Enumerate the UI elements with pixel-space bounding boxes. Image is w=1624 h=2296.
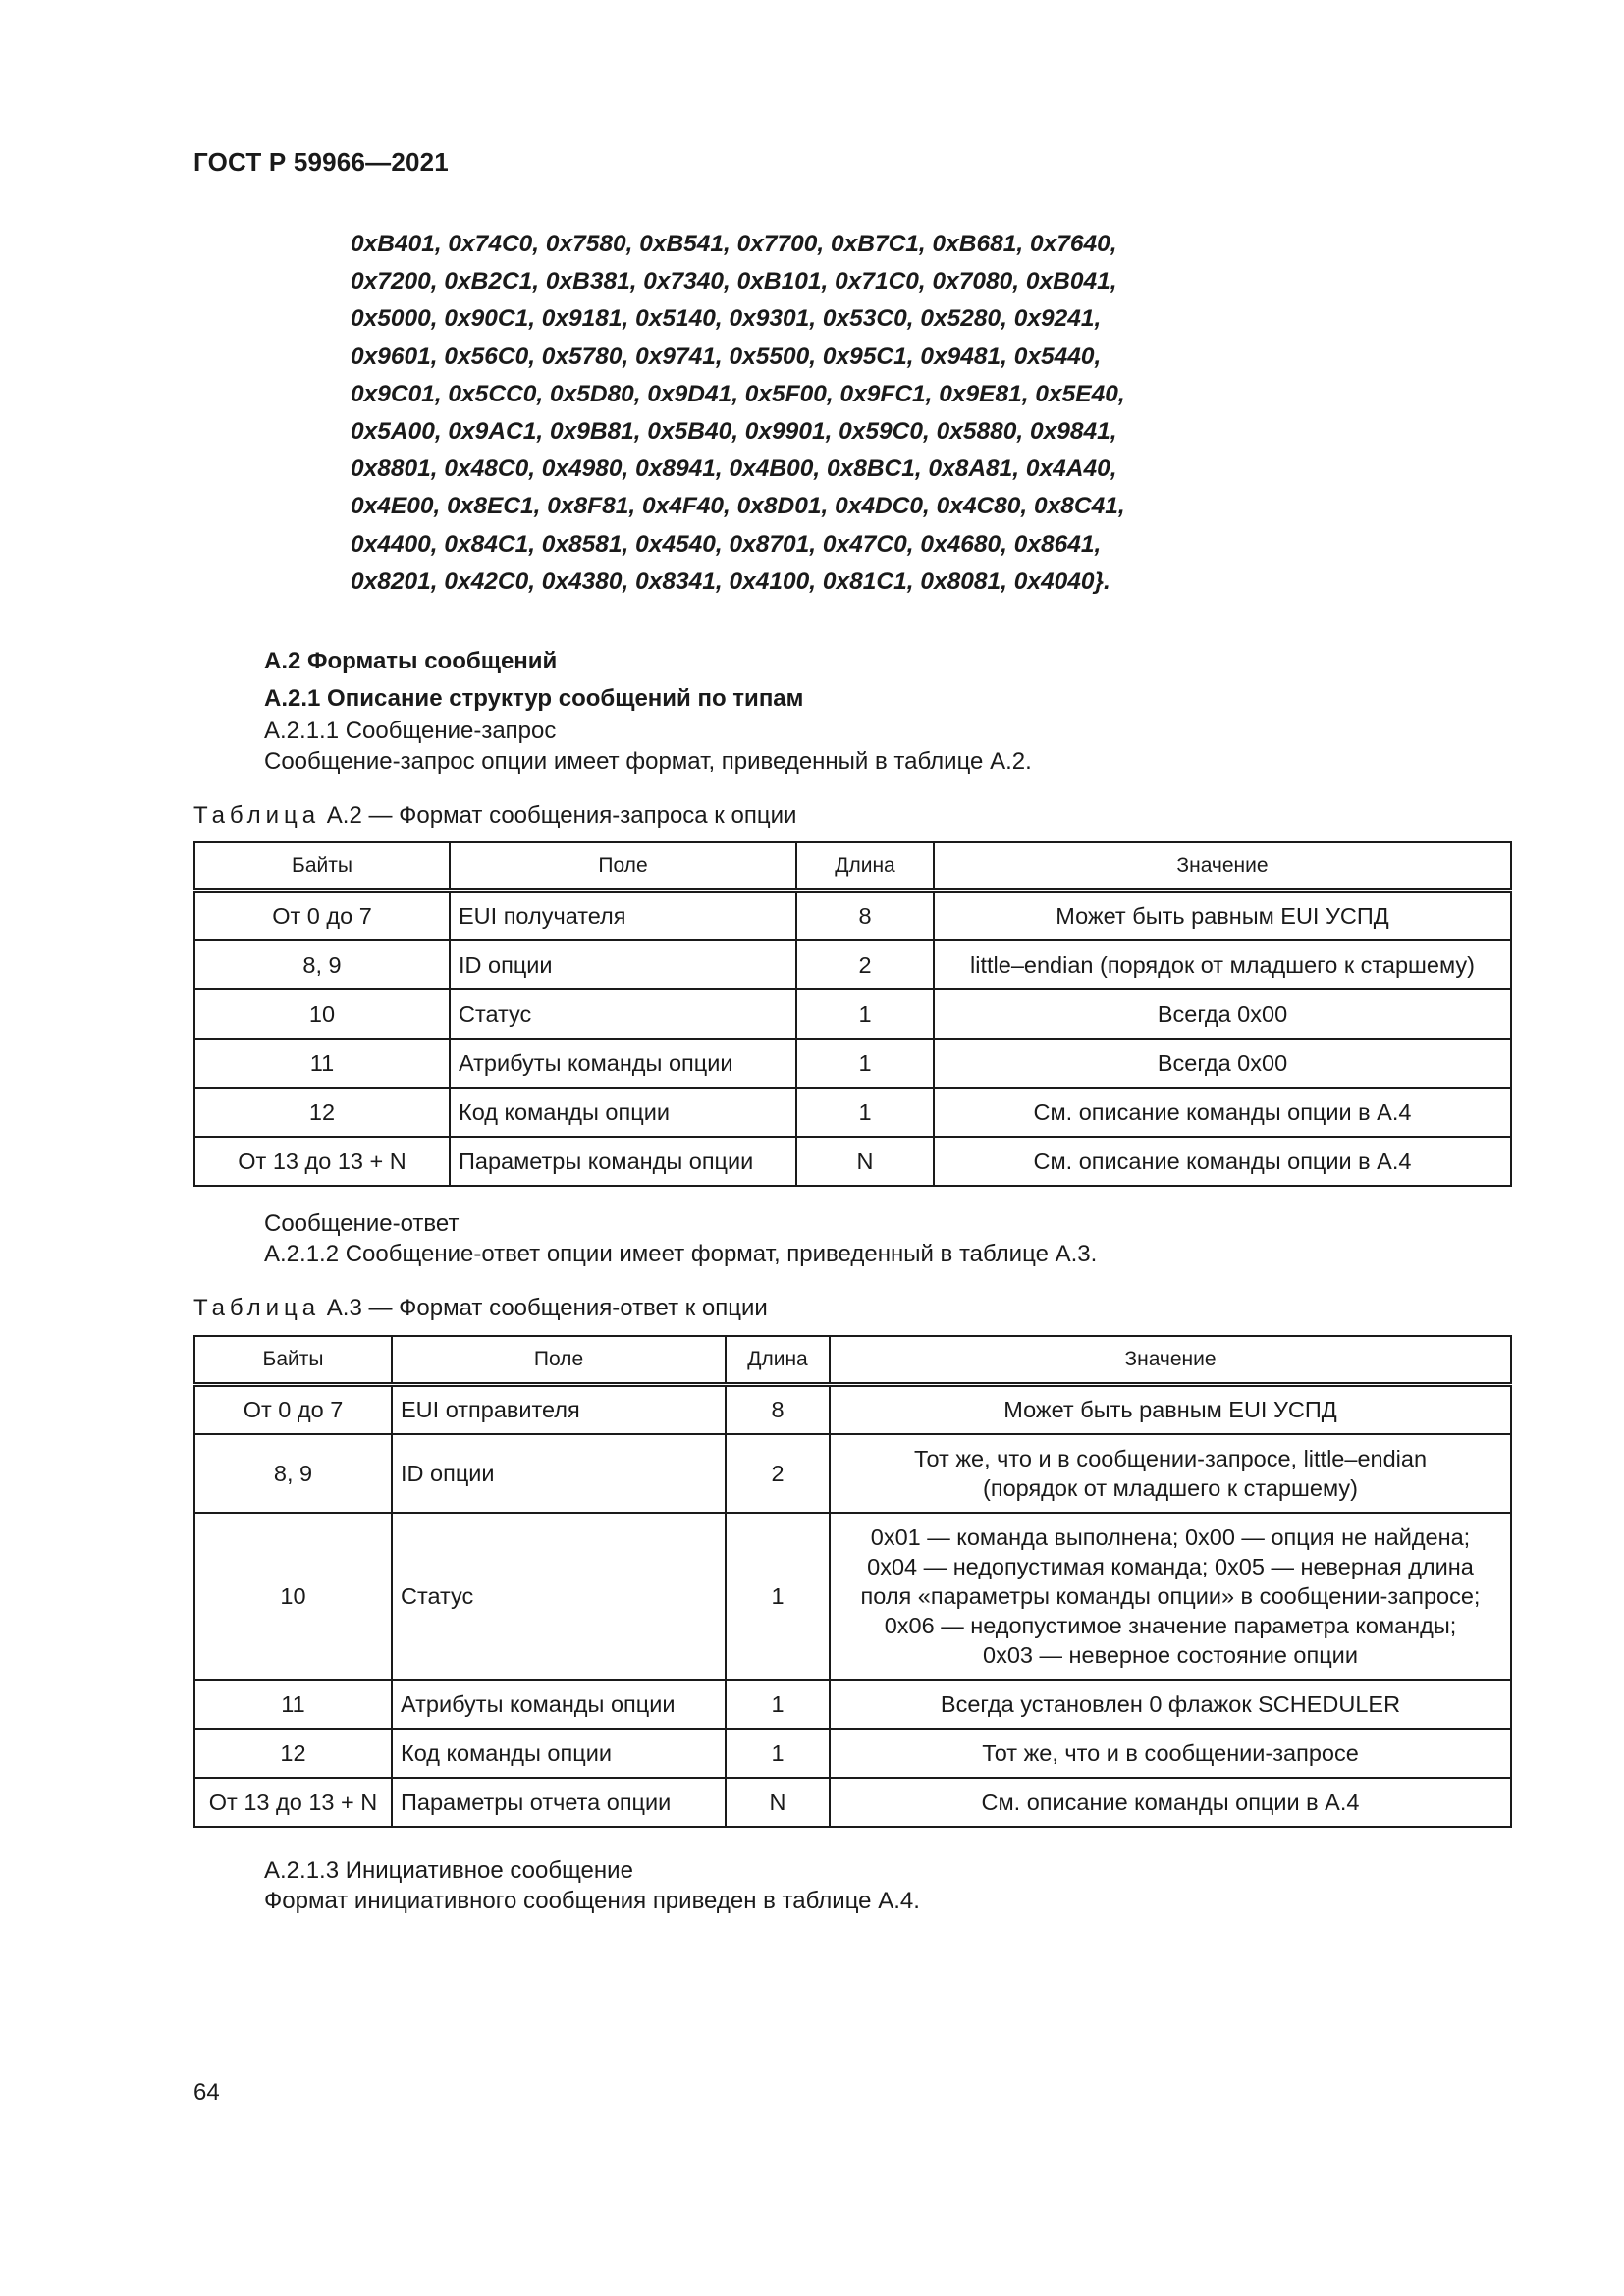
table-row: [194, 1729, 1511, 1778]
cell-value: См. описание команды опции в А.4: [934, 1137, 1511, 1186]
cell-field: ID опции: [450, 940, 796, 989]
cell-field: Параметры отчета опции: [392, 1778, 726, 1827]
cell-value: Всегда 0x00: [934, 989, 1511, 1039]
table-row: [194, 1513, 1511, 1680]
cell-length: 2: [726, 1434, 830, 1513]
table-caption-label: Таблица: [193, 802, 321, 828]
cell-bytes: 11: [194, 1680, 392, 1729]
cell-value-line: 0x06 — недопустимое значение параметра команды;: [884, 1612, 1457, 1638]
column-header: Байты: [194, 842, 450, 891]
cell-value: [830, 1385, 1511, 1434]
table-row: [194, 1137, 1511, 1186]
cell-bytes: 8, 9: [194, 940, 450, 989]
cell-length: 1: [726, 1680, 830, 1729]
code-line: 0x5A00, 0x9AC1, 0x9B81, 0x5B40, 0x9901, 0x59C0, 0x5880, 0x9841,: [351, 417, 1117, 445]
table-row: [194, 1039, 1511, 1088]
column-header: Поле: [450, 842, 796, 891]
table-caption: [193, 802, 796, 829]
cell-value: Всегда 0x00: [934, 1039, 1511, 1088]
clause-title: А.2.1.3 Инициативное сообщение: [264, 1857, 633, 1884]
page-number: 64: [193, 2079, 220, 2106]
cell-value-line: См. описание команды опции в А.4: [981, 1789, 1360, 1815]
cell-value: [830, 1434, 1511, 1513]
column-header: Байты: [194, 1336, 392, 1385]
cell-value-line: Тот же, что и в сообщении-запросе: [982, 1739, 1359, 1766]
cell-value: См. описание команды опции в А.4: [934, 1088, 1511, 1137]
table-row: [194, 891, 1511, 940]
cell-field: Атрибуты команды опции: [392, 1680, 726, 1729]
cell-value-line: 0x04 — недопустимая команда; 0x05 — неверная длина: [867, 1553, 1474, 1579]
clause-text: Формат инициативного сообщения приведен в таблице А.4.: [264, 1888, 920, 1914]
table-row: [194, 989, 1511, 1039]
cell-field: Статус: [450, 989, 796, 1039]
code-line: 0x5000, 0x90C1, 0x9181, 0x5140, 0x9301, 0x53C0, 0x5280, 0x9241,: [351, 305, 1102, 333]
column-header: Значение: [830, 1336, 1511, 1385]
table-caption-label: Таблица: [193, 1295, 321, 1321]
cell-field: EUI получателя: [450, 891, 796, 940]
cell-length: 1: [726, 1729, 830, 1778]
cell-field: Код команды опции: [450, 1088, 796, 1137]
cell-length: N: [796, 1137, 934, 1186]
cell-value: [830, 1513, 1511, 1680]
cell-length: 8: [796, 891, 934, 940]
cell-field: Статус: [392, 1513, 726, 1680]
cell-value-line: 0x03 — неверное состояние опции: [983, 1641, 1358, 1668]
cell-value: [830, 1680, 1511, 1729]
cell-value-line: Может быть равным EUI УСПД: [1003, 1397, 1337, 1423]
code-line: 0x8201, 0x42C0, 0x4380, 0x8341, 0x4100, 0x81C1, 0x8081, 0x4040}.: [351, 567, 1110, 595]
cell-bytes: 12: [194, 1729, 392, 1778]
subsection-title: А.2.1 Описание структур сообщений по типам: [264, 685, 804, 712]
cell-bytes: 8, 9: [194, 1434, 392, 1513]
cell-field: Атрибуты команды опции: [450, 1039, 796, 1088]
column-header: Длина: [726, 1336, 830, 1385]
cell-length: 2: [796, 940, 934, 989]
code-line: 0x9601, 0x56C0, 0x5780, 0x9741, 0x5500, 0x95C1, 0x9481, 0x5440,: [351, 343, 1102, 370]
cell-value-line: Всегда установлен 0 флажок SCHEDULER: [940, 1690, 1401, 1717]
cell-field: ID опции: [392, 1434, 726, 1513]
cell-value: Может быть равным EUI УСПД: [934, 891, 1511, 940]
table-header-row: [194, 842, 1511, 891]
column-header: Значение: [934, 842, 1511, 891]
cell-field: EUI отправителя: [392, 1385, 726, 1434]
table-caption-text: А.2 — Формат сообщения-запроса к опции: [326, 802, 797, 828]
clause-title: А.2.1.1 Сообщение-запрос: [264, 718, 557, 744]
table-row: [194, 1778, 1511, 1827]
cell-field: Код команды опции: [392, 1729, 726, 1778]
table-caption: [193, 1295, 768, 1322]
cell-length: 1: [726, 1513, 830, 1680]
cell-length: 1: [796, 989, 934, 1039]
cell-value: [830, 1729, 1511, 1778]
cell-field: Параметры команды опции: [450, 1137, 796, 1186]
cell-bytes: От 0 до 7: [194, 891, 450, 940]
table-a3: [193, 1335, 1512, 1828]
cell-bytes: 12: [194, 1088, 450, 1137]
cell-length: 1: [796, 1039, 934, 1088]
cell-value: [830, 1778, 1511, 1827]
table-header-row: [194, 1336, 1511, 1385]
cell-value: little–endian (порядок от младшего к старшему): [934, 940, 1511, 989]
clause-label: Сообщение-ответ: [264, 1210, 460, 1237]
cell-length: 8: [726, 1385, 830, 1434]
code-line: 0x8801, 0x48C0, 0x4980, 0x8941, 0x4B00, 0x8BC1, 0x8A81, 0x4A40,: [351, 455, 1117, 483]
cell-length: 1: [796, 1088, 934, 1137]
table-row: [194, 940, 1511, 989]
code-line: 0x7200, 0xB2C1, 0xB381, 0x7340, 0xB101, 0x71C0, 0x7080, 0xB041,: [351, 268, 1117, 295]
table-caption-text: А.3 — Формат сообщения-ответ к опции: [326, 1295, 768, 1321]
code-line: 0x9C01, 0x5CC0, 0x5D80, 0x9D41, 0x5F00, 0x9FC1, 0x9E81, 0x5E40,: [351, 380, 1125, 407]
clause-text: А.2.1.2 Сообщение-ответ опции имеет формат, приведенный в таблице А.3.: [264, 1241, 1098, 1267]
crc-table-values: [351, 226, 1332, 601]
table-row: [194, 1680, 1511, 1729]
column-header: Поле: [392, 1336, 726, 1385]
document-header: ГОСТ Р 59966—2021: [193, 147, 449, 177]
clause-text: Сообщение-запрос опции имеет формат, приведенный в таблице А.2.: [264, 748, 1032, 774]
column-header: Длина: [796, 842, 934, 891]
cell-value-line: Тот же, что и в сообщении-запросе, little–endian: [913, 1445, 1428, 1471]
cell-bytes: От 13 до 13 + N: [194, 1778, 392, 1827]
table-a2: [193, 841, 1512, 1187]
cell-bytes: 11: [194, 1039, 450, 1088]
cell-value-line: (порядок от младшего к старшему): [983, 1474, 1358, 1501]
table-row: [194, 1088, 1511, 1137]
cell-bytes: От 13 до 13 + N: [194, 1137, 450, 1186]
table-row: [194, 1434, 1511, 1513]
cell-value-line: 0x01 — команда выполнена; 0x00 — опция не найдена;: [870, 1523, 1471, 1550]
section-title: А.2 Форматы сообщений: [264, 648, 558, 674]
cell-length: N: [726, 1778, 830, 1827]
code-line: 0x4E00, 0x8EC1, 0x8F81, 0x4F40, 0x8D01, 0x4DC0, 0x4C80, 0x8C41,: [351, 493, 1125, 520]
cell-value-line: поля «параметры команды опции» в сообщении-запросе;: [860, 1582, 1481, 1609]
table-row: [194, 1385, 1511, 1434]
cell-bytes: 10: [194, 989, 450, 1039]
code-line: 0x4400, 0x84C1, 0x8581, 0x4540, 0x8701, 0x47C0, 0x4680, 0x8641,: [351, 530, 1102, 558]
code-line: 0xB401, 0x74C0, 0x7580, 0xB541, 0x7700, 0xB7C1, 0xB681, 0x7640,: [351, 231, 1117, 257]
cell-bytes: 10: [194, 1513, 392, 1680]
cell-bytes: От 0 до 7: [194, 1385, 392, 1434]
